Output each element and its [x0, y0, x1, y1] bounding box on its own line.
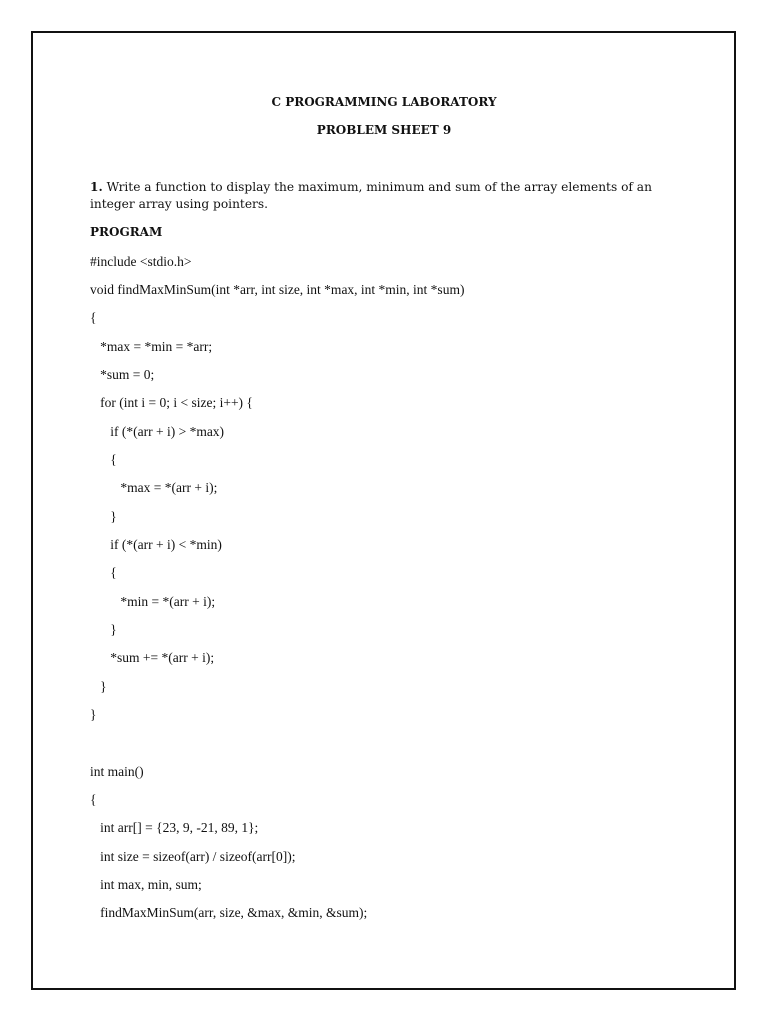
- code-line: *min = *(arr + i);: [90, 594, 216, 609]
- code-line: {: [90, 792, 97, 807]
- code-line: *sum = 0;: [90, 367, 155, 382]
- code-line: for (int i = 0; i < size; i++) {: [90, 395, 253, 410]
- code-line: #include <stdio.h>: [90, 254, 192, 269]
- program-label: PROGRAM: [90, 225, 163, 239]
- document-title: C PROGRAMMING LABORATORY: [271, 95, 497, 109]
- code-line: }: [90, 679, 107, 694]
- code-line: findMaxMinSum(arr, size, &max, &min, &sum);: [90, 905, 368, 920]
- code-line: int size = sizeof(arr) / sizeof(arr[0]);: [90, 849, 296, 864]
- code-line: int arr[] = {23, 9, -21, 89, 1};: [90, 820, 259, 835]
- code-line: }: [90, 509, 117, 524]
- page-border: [31, 31, 736, 990]
- question-text: Write a function to display the maximum, minimum and sum of the array elements of an integer array using pointers.: [90, 180, 652, 211]
- code-line: }: [90, 622, 117, 637]
- question-number: 1.: [90, 180, 103, 194]
- code-line: {: [90, 310, 97, 325]
- question-1: [90, 179, 690, 213]
- code-line: {: [90, 565, 117, 580]
- code-line: int max, min, sum;: [90, 877, 202, 892]
- code-line: }: [90, 707, 97, 722]
- code-line: if (*(arr + i) < *min): [90, 537, 222, 552]
- document-subtitle: PROBLEM SHEET 9: [316, 123, 452, 137]
- code-line: int main(): [90, 764, 144, 779]
- code-line: {: [90, 452, 117, 467]
- code-line: if (*(arr + i) > *max): [90, 424, 225, 439]
- code-line: *max = *(arr + i);: [90, 480, 218, 495]
- code-line: *sum += *(arr + i);: [90, 650, 215, 665]
- code-line: void findMaxMinSum(int *arr, int size, int *max, int *min, int *sum): [90, 282, 465, 297]
- code-line: *max = *min = *arr;: [90, 339, 213, 354]
